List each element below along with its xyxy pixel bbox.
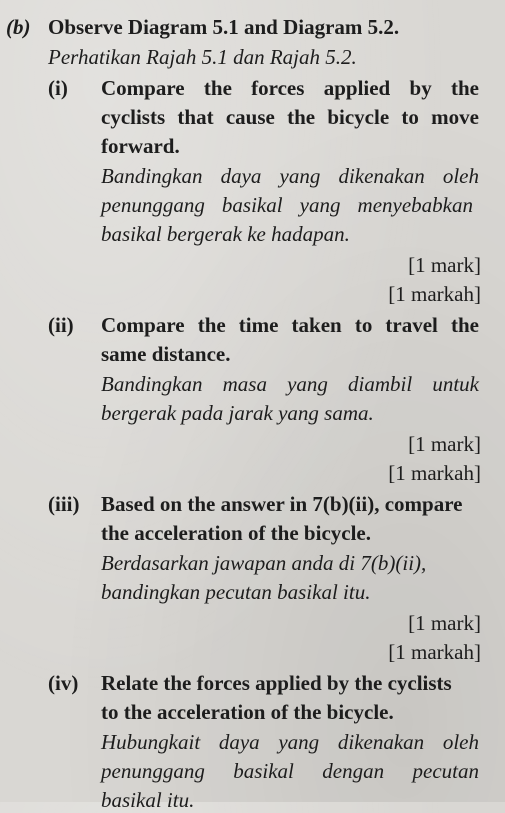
question-iii-mark-en: [1 mark] bbox=[408, 611, 481, 635]
question-iv-en-line-2: to the acceleration of the bicycle. bbox=[101, 700, 394, 724]
question-i-en-line-3: forward. bbox=[101, 134, 180, 158]
question-iii-en-line-2: the acceleration of the bicycle. bbox=[101, 521, 371, 545]
question-iii-ms-line-1: Berdasarkan jawapan anda di 7(b)(ii), bbox=[101, 551, 427, 575]
question-ii-mark-en: [1 mark] bbox=[408, 432, 481, 456]
question-iv-label: (iv) bbox=[48, 671, 79, 695]
question-i-mark-ms: [1 markah] bbox=[388, 282, 481, 306]
question-iii-label: (iii) bbox=[48, 492, 80, 516]
question-i-label: (i) bbox=[48, 76, 68, 100]
question-iii-mark-ms: [1 markah] bbox=[388, 640, 481, 664]
question-iv-ms-line-3: basikal itu. bbox=[101, 788, 195, 812]
question-i-ms-line-3: basikal bergerak ke hadapan. bbox=[101, 222, 350, 246]
question-i-en-line-2: cyclists that cause the bicycle to move bbox=[101, 105, 479, 129]
part-b-label: (b) bbox=[6, 15, 31, 39]
question-i-ms-line-1: Bandingkan daya yang dikenakan oleh bbox=[101, 164, 479, 188]
question-iv-ms-line-2: penunggang basikal dengan pecutan bbox=[101, 759, 479, 783]
question-ii-label: (ii) bbox=[48, 313, 74, 337]
question-iv-en-line-1: Relate the forces applied by the cyclists bbox=[101, 671, 452, 695]
question-iv-ms-line-1: Hubungkait daya yang dikenakan oleh bbox=[101, 730, 479, 754]
question-ii-en-line-2: same distance. bbox=[101, 342, 231, 366]
question-i-ms-line-2: penunggang basikal yang menyebabkan bbox=[101, 193, 473, 217]
question-ii-ms-line-1: Bandingkan masa yang diambil untuk bbox=[101, 372, 479, 396]
question-i-en-line-1: Compare the forces applied by the bbox=[101, 76, 479, 100]
part-b-intro-en: Observe Diagram 5.1 and Diagram 5.2. bbox=[48, 15, 400, 39]
question-ii-mark-ms: [1 markah] bbox=[388, 461, 481, 485]
part-b-intro-ms: Perhatikan Rajah 5.1 dan Rajah 5.2. bbox=[48, 45, 357, 69]
question-iii-ms-line-2: bandingkan pecutan basikal itu. bbox=[101, 580, 371, 604]
question-ii-ms-line-2: bergerak pada jarak yang sama. bbox=[101, 401, 374, 425]
question-iii-en-line-1: Based on the answer in 7(b)(ii), compare bbox=[101, 492, 463, 516]
question-ii-en-line-1: Compare the time taken to travel the bbox=[101, 313, 479, 337]
question-i-mark-en: [1 mark] bbox=[408, 253, 481, 277]
